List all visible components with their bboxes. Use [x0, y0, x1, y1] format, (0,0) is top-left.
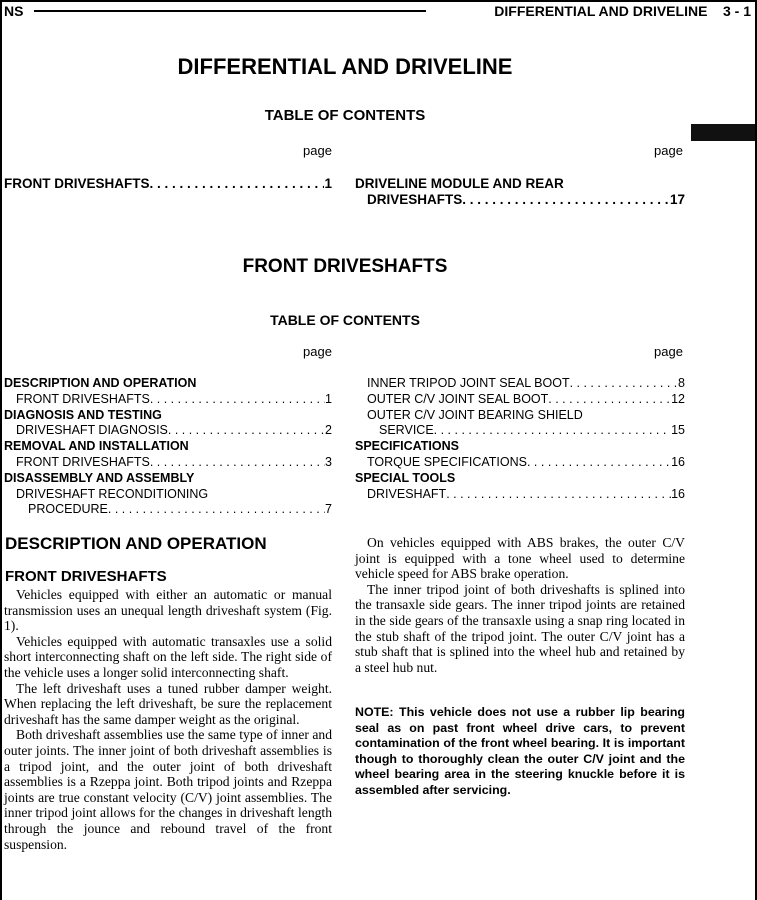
toc-entry-label: SERVICE: [379, 423, 434, 438]
section-toc-page-label-right: page: [654, 344, 683, 359]
body-paragraph: On vehicles equipped with ABS brakes, the outer C/V joint is equipped with a tone wheel used to determine vehicle speed for ABS brake operation.: [355, 535, 685, 582]
toc-entry[interactable]: [355, 487, 685, 503]
toc-entry[interactable]: [4, 502, 332, 518]
toc-leader: [150, 392, 325, 408]
toc-page-label-right: page: [654, 143, 683, 158]
toc-entry-driveline-module-line1[interactable]: [355, 176, 685, 191]
toc-entry-page: 2: [325, 423, 332, 438]
page-border-top: [0, 0, 757, 2]
toc-entry-label[interactable]: DRIVESHAFT RECONDITIONING: [16, 486, 209, 501]
toc-entry-page: 8: [678, 376, 685, 390]
toc-leader: [548, 392, 671, 408]
toc-entry-label[interactable]: OUTER C/V JOINT BEARING SHIELD: [367, 407, 583, 422]
toc-entry-page: 16: [671, 486, 685, 501]
section-toc-right-column: [355, 376, 685, 502]
toc-leader: [462, 192, 670, 207]
toc-entry-label: FRONT DRIVESHAFTS: [16, 391, 150, 406]
toc-entry-label: DRIVESHAFT: [367, 486, 447, 501]
toc-entry[interactable]: [4, 455, 332, 471]
header-code: NS: [4, 3, 24, 19]
toc-entry[interactable]: [355, 423, 685, 439]
section-title: FRONT DRIVESHAFTS: [242, 256, 448, 277]
toc-entry-page: 3: [325, 454, 332, 469]
toc-leader: [108, 502, 325, 518]
toc-leader: [150, 176, 325, 191]
toc-leader: [150, 455, 325, 471]
document-title: DIFFERENTIAL AND DRIVELINE: [177, 54, 513, 79]
toc-entry-page: 7: [325, 502, 332, 517]
toc-title: TABLE OF CONTENTS: [264, 107, 426, 124]
body-paragraph: The inner tripod joint of both driveshafts is splined into the transaxle side gears. The inner tripod joints are retained in the side gears of the transaxle using a snap ring located in the stub shaft of the tripod joint. The outer C/V joint has a stub shaft that is splined into the wheel hub and retained by a steel hub nut.: [355, 581, 685, 675]
toc-page-label-left: page: [303, 143, 332, 158]
toc-entry-label: DRIVESHAFT DIAGNOSIS: [16, 423, 168, 438]
toc-heading: DIAGNOSIS AND TESTING: [4, 407, 162, 422]
toc-heading: SPECIFICATIONS: [355, 439, 459, 454]
toc-entry[interactable]: [355, 376, 685, 392]
section-toc-page-label-left: page: [303, 344, 332, 359]
body-column-left: [4, 587, 332, 852]
section-toc-title: TABLE OF CONTENTS: [270, 312, 420, 328]
toc-entry-front-driveshafts[interactable]: [4, 176, 332, 191]
toc-entry[interactable]: [4, 392, 332, 408]
toc-leader: [527, 455, 671, 471]
toc-heading: DESCRIPTION AND OPERATION: [4, 376, 197, 390]
toc-entry-label: FRONT DRIVESHAFTS: [16, 454, 150, 469]
toc-leader: [434, 423, 671, 439]
body-paragraph: Vehicles equipped with either an automatic or manual transmission uses an unequal length driveshaft system (Fig. 1).: [4, 587, 332, 634]
toc-heading: REMOVAL AND INSTALLATION: [4, 439, 189, 454]
toc-entry-page: 17: [669, 192, 685, 207]
body-paragraph: The left driveshaft uses a tuned rubber damper weight. When replacing the left driveshaft, be sure the replacement driveshaft has the same damper weight as the original.: [4, 680, 332, 727]
toc-entry-label: DRIVESHAFTS: [367, 192, 463, 207]
body-subheading: FRONT DRIVESHAFTS: [5, 568, 167, 585]
toc-entry-page: 16: [671, 454, 685, 469]
body-heading: DESCRIPTION AND OPERATION: [5, 534, 267, 553]
toc-entry-page: 1: [324, 176, 332, 191]
section-toc-left-column: [4, 376, 332, 518]
toc-entry[interactable]: [355, 392, 685, 408]
page-border-left: [0, 0, 2, 900]
header-rule: [34, 10, 426, 12]
toc-leader: [446, 487, 671, 503]
toc-heading: SPECIAL TOOLS: [355, 470, 456, 485]
section-thumb-tab: [691, 124, 755, 141]
toc-entry-page: 15: [671, 423, 685, 438]
toc-leader: [570, 376, 678, 392]
toc-heading: DISASSEMBLY AND ASSEMBLY: [4, 470, 195, 485]
body-column-right: [355, 535, 685, 675]
toc-entry-driveline-module-line2[interactable]: [367, 192, 685, 207]
toc-leader: [168, 423, 325, 439]
body-paragraph: Vehicles equipped with automatic transaxles use a solid short interconnecting shaft on the left side. The right side of the vehicle uses a longer solid interconnecting shaft.: [4, 633, 332, 680]
body-paragraph: Both driveshaft assemblies use the same type of inner and outer joints. The inner joint of both driveshaft assemblies is a tripod joint, and the outer joint of both driveshaft assemblies is a Rzeppa joint. Both tripod joints and Rzeppa joints are true constant velocity (C/V) joint assemblies. The inner tripod joint allows for the changes in driveshaft length through the jounce and rebound travel of the front suspension.: [4, 727, 332, 852]
toc-entry-page: 1: [325, 391, 332, 406]
toc-entry-label: INNER TRIPOD JOINT SEAL BOOT: [367, 376, 570, 390]
toc-entry-label: TORQUE SPECIFICATIONS: [367, 454, 527, 469]
toc-entry-page: 12: [671, 391, 685, 406]
toc-entry[interactable]: [355, 455, 685, 471]
toc-entry-label: PROCEDURE: [28, 502, 108, 517]
toc-entry-label: OUTER C/V JOINT SEAL BOOT: [367, 391, 549, 406]
header-section-page: DIFFERENTIAL AND DRIVELINE 3 - 1: [494, 3, 751, 19]
toc-entry-label: FRONT DRIVESHAFTS: [4, 176, 150, 191]
toc-entry[interactable]: [4, 423, 332, 439]
toc-entry-label: DRIVELINE MODULE AND REAR: [355, 176, 564, 191]
service-note: NOTE: This vehicle does not use a rubber lip bearing seal as on past front wheel drive cars, to prevent contamination of the front wheel bearing. It is important though to thoroughly clean the outer C/V joint and the wheel bearing area in the steering knuckle before it is assembled after servicing.: [355, 705, 685, 797]
